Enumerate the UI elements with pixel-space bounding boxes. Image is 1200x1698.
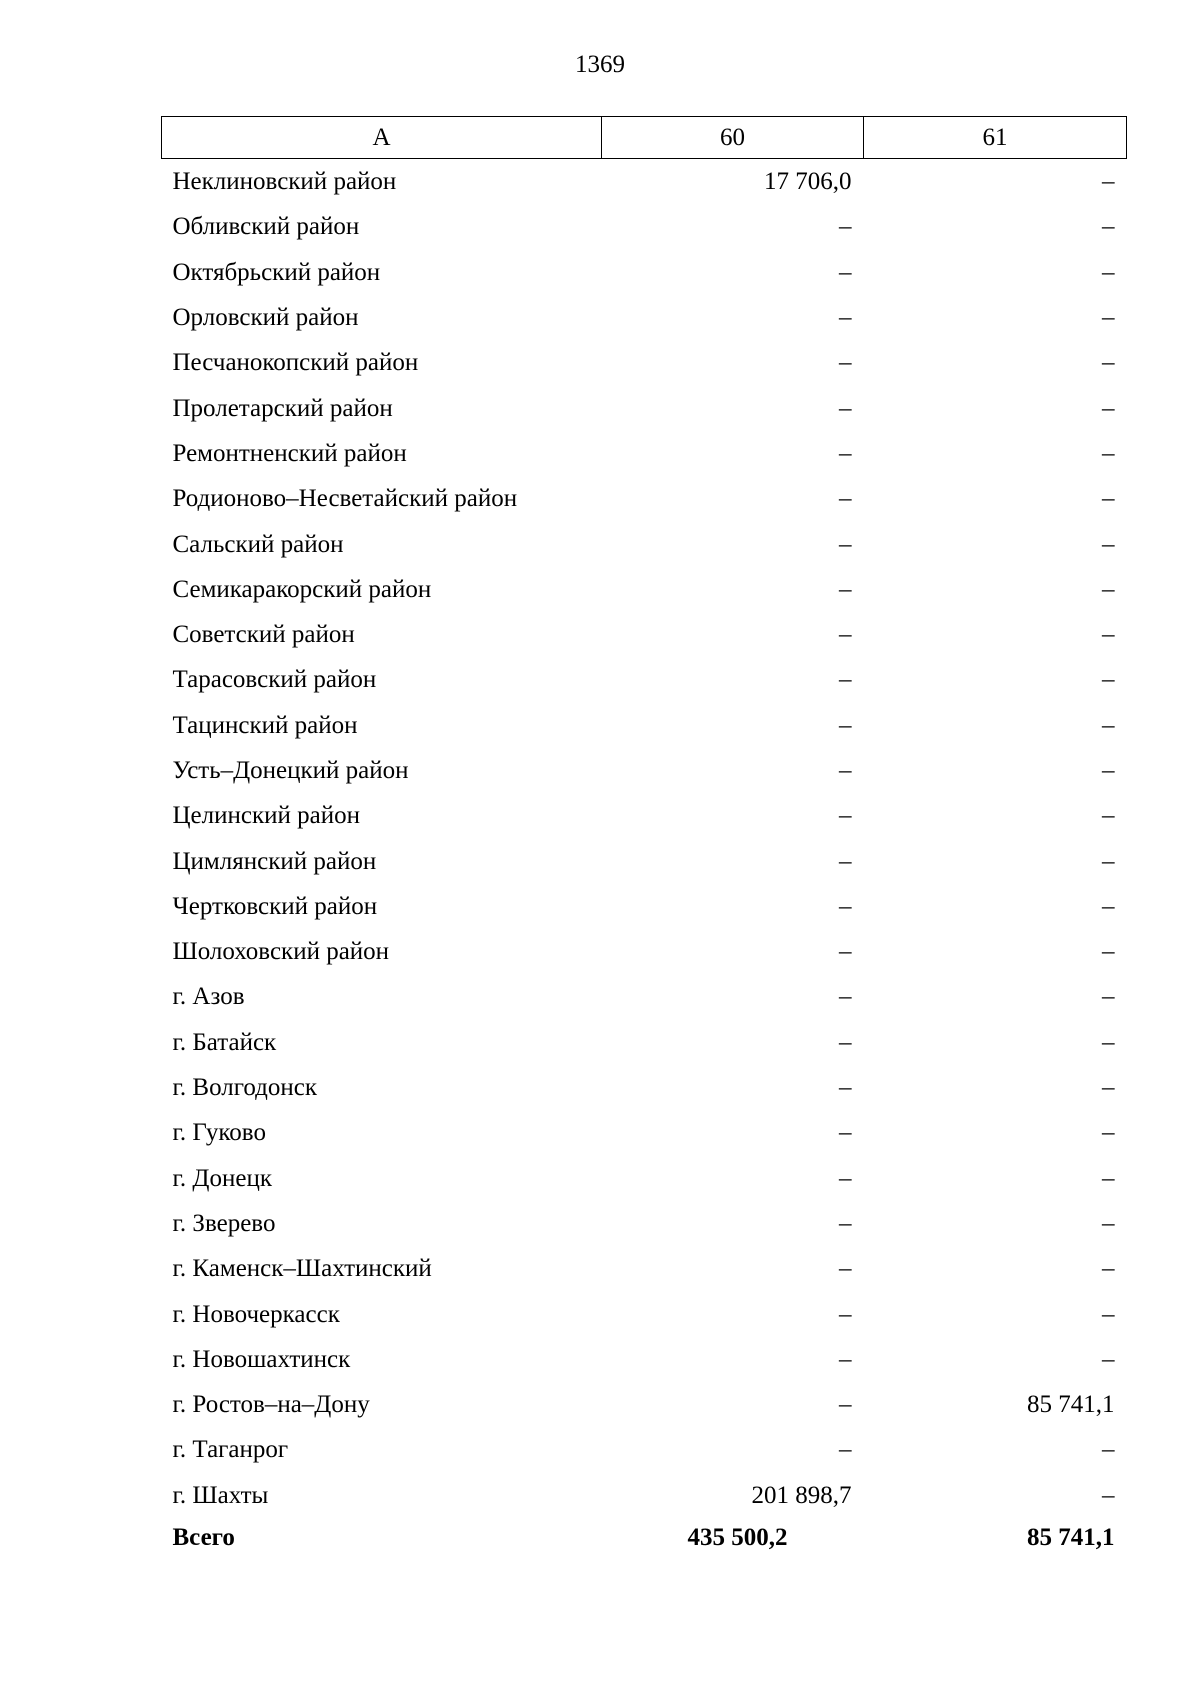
row-value-61: – — [1102, 847, 1115, 875]
row-value-60: – — [839, 1074, 852, 1102]
row-value-60: 17 706,0 — [764, 168, 852, 196]
row-value-60: – — [839, 485, 852, 513]
row-value-60: – — [839, 666, 852, 694]
row-value-60: – — [839, 1028, 852, 1056]
row-value-60: – — [839, 575, 852, 603]
row-value-61: 85 741,1 — [1027, 1391, 1115, 1419]
row-label: Чертковский район — [172, 892, 378, 920]
table-row — [162, 1291, 1127, 1336]
row-value-60: – — [839, 1345, 852, 1373]
table-row — [162, 703, 1127, 748]
row-value-60: 201 898,7 — [751, 1481, 852, 1509]
row-value-60: – — [839, 757, 852, 784]
row-label: г. Азов — [172, 983, 245, 1011]
total-value-60: 435 500,2 — [687, 1523, 788, 1551]
table-body — [162, 159, 1127, 1558]
row-label: г. Батайск — [172, 1028, 277, 1056]
row-label: Октябрьский район — [172, 258, 381, 286]
row-value-61: – — [1102, 1436, 1115, 1464]
row-value-61: – — [1102, 304, 1115, 332]
row-value-60: – — [839, 1255, 852, 1283]
row-value-60: – — [839, 1300, 852, 1328]
row-value-61: – — [1102, 485, 1115, 513]
table-header — [162, 117, 1127, 159]
row-label: г. Новочеркасск — [172, 1300, 340, 1328]
total-row — [162, 1518, 1127, 1558]
row-label: г. Ростов–на–Дону — [172, 1391, 370, 1419]
table-row — [162, 476, 1127, 521]
table-row — [162, 159, 1127, 205]
row-label: Усть–Донецкий район — [172, 757, 409, 784]
row-label: г. Таганрог — [172, 1436, 289, 1464]
row-value-61: – — [1102, 394, 1115, 422]
row-label: Песчанокопский район — [172, 349, 419, 377]
header-row — [162, 117, 1127, 159]
row-value-61: – — [1102, 1255, 1115, 1283]
row-value-60: – — [839, 711, 852, 739]
row-label: Сальский район — [172, 530, 344, 558]
row-label: Обливский район — [172, 213, 360, 241]
row-label: Тацинский район — [172, 711, 358, 739]
row-value-60: – — [839, 1164, 852, 1192]
row-label: Советский район — [172, 621, 355, 649]
table-row — [162, 748, 1127, 793]
table-row — [162, 793, 1127, 838]
row-value-60: – — [839, 938, 852, 966]
row-value-60: – — [839, 847, 852, 875]
row-value-61: – — [1102, 802, 1115, 830]
row-value-60: – — [839, 1209, 852, 1237]
row-label: Ремонтненский район — [172, 439, 407, 467]
table-row — [162, 295, 1127, 340]
table-row — [162, 250, 1127, 295]
row-value-60: – — [839, 1391, 852, 1419]
row-value-61: – — [1102, 621, 1115, 649]
table-row — [162, 1473, 1127, 1518]
table-row — [162, 884, 1127, 929]
row-value-60: – — [839, 213, 852, 241]
table-row — [162, 974, 1127, 1019]
table-row — [162, 1110, 1127, 1155]
table-row — [162, 1246, 1127, 1291]
table-row — [162, 385, 1127, 430]
row-value-61: – — [1102, 575, 1115, 603]
row-value-61: – — [1102, 1164, 1115, 1192]
table-row — [162, 1382, 1127, 1427]
row-label: Орловский район — [172, 304, 359, 332]
table-row — [162, 1337, 1127, 1382]
row-value-61: – — [1102, 1345, 1115, 1373]
table-row — [162, 1065, 1127, 1110]
row-value-60: – — [839, 621, 852, 649]
table-row — [162, 1201, 1127, 1246]
table-row — [162, 521, 1127, 566]
table-row — [162, 1156, 1127, 1201]
table-row — [162, 567, 1127, 612]
row-value-61: – — [1102, 711, 1115, 739]
row-value-61: – — [1102, 983, 1115, 1011]
row-value-61: – — [1102, 1209, 1115, 1237]
row-value-61: – — [1102, 1300, 1115, 1328]
table-row — [162, 612, 1127, 657]
row-value-60: – — [839, 802, 852, 830]
table-row — [162, 929, 1127, 974]
row-label: Семикаракорский район — [172, 575, 432, 603]
row-value-61: – — [1102, 666, 1115, 694]
header-cell-60: 60 — [602, 117, 864, 159]
data-table-container — [161, 116, 1126, 1558]
row-label: г. Волгодонск — [172, 1074, 318, 1102]
table-row — [162, 1427, 1127, 1472]
row-value-61: – — [1102, 938, 1115, 966]
total-value-61: 85 741,1 — [1027, 1523, 1115, 1551]
table-row — [162, 657, 1127, 702]
row-label: Пролетарский район — [172, 394, 393, 422]
row-value-60: – — [839, 258, 852, 286]
row-label: Тарасовский район — [172, 666, 377, 694]
row-value-61: – — [1102, 1074, 1115, 1102]
row-value-61: – — [1102, 213, 1115, 241]
row-label: Неклиновский район — [172, 168, 397, 196]
row-value-60: – — [839, 439, 852, 467]
row-value-61: – — [1102, 1481, 1115, 1509]
row-label: г. Гуково — [172, 1119, 266, 1147]
table-row — [162, 431, 1127, 476]
row-value-61: – — [1102, 349, 1115, 377]
row-value-60: – — [839, 394, 852, 422]
row-value-61: – — [1102, 757, 1115, 784]
row-value-60: – — [839, 530, 852, 558]
header-cell-61: 61 — [864, 117, 1127, 159]
row-value-61: – — [1102, 439, 1115, 467]
row-label: г. Каменск–Шахтинский — [172, 1255, 432, 1283]
row-value-60: – — [839, 892, 852, 920]
row-label: Родионово–Несветайский район — [172, 485, 518, 513]
row-value-60: – — [839, 349, 852, 377]
row-label: г. Зверево — [172, 1209, 276, 1237]
row-value-60: – — [839, 304, 852, 332]
page-number: 1369 — [575, 51, 625, 78]
row-label: Цимлянский район — [172, 847, 377, 875]
row-value-61: – — [1102, 1028, 1115, 1056]
row-label: г. Новошахтинск — [172, 1345, 351, 1373]
row-value-61: – — [1102, 892, 1115, 920]
table-row — [162, 838, 1127, 883]
data-table — [161, 116, 1127, 1558]
row-value-61: – — [1102, 530, 1115, 558]
row-value-60: – — [839, 1436, 852, 1464]
row-label: г. Шахты — [172, 1481, 269, 1509]
row-label: г. Донецк — [172, 1164, 272, 1192]
row-value-61: – — [1102, 258, 1115, 286]
row-value-60: – — [839, 1119, 852, 1147]
table-row — [162, 204, 1127, 249]
table-row — [162, 340, 1127, 385]
row-value-61: – — [1102, 1119, 1115, 1147]
row-label: Целинский район — [172, 802, 360, 830]
row-value-60: – — [839, 983, 852, 1011]
row-value-61: – — [1102, 168, 1115, 196]
row-label: Шолоховский район — [172, 938, 390, 966]
total-label: Всего — [172, 1523, 235, 1551]
table-row — [162, 1020, 1127, 1065]
header-cell-a: А — [162, 117, 602, 159]
